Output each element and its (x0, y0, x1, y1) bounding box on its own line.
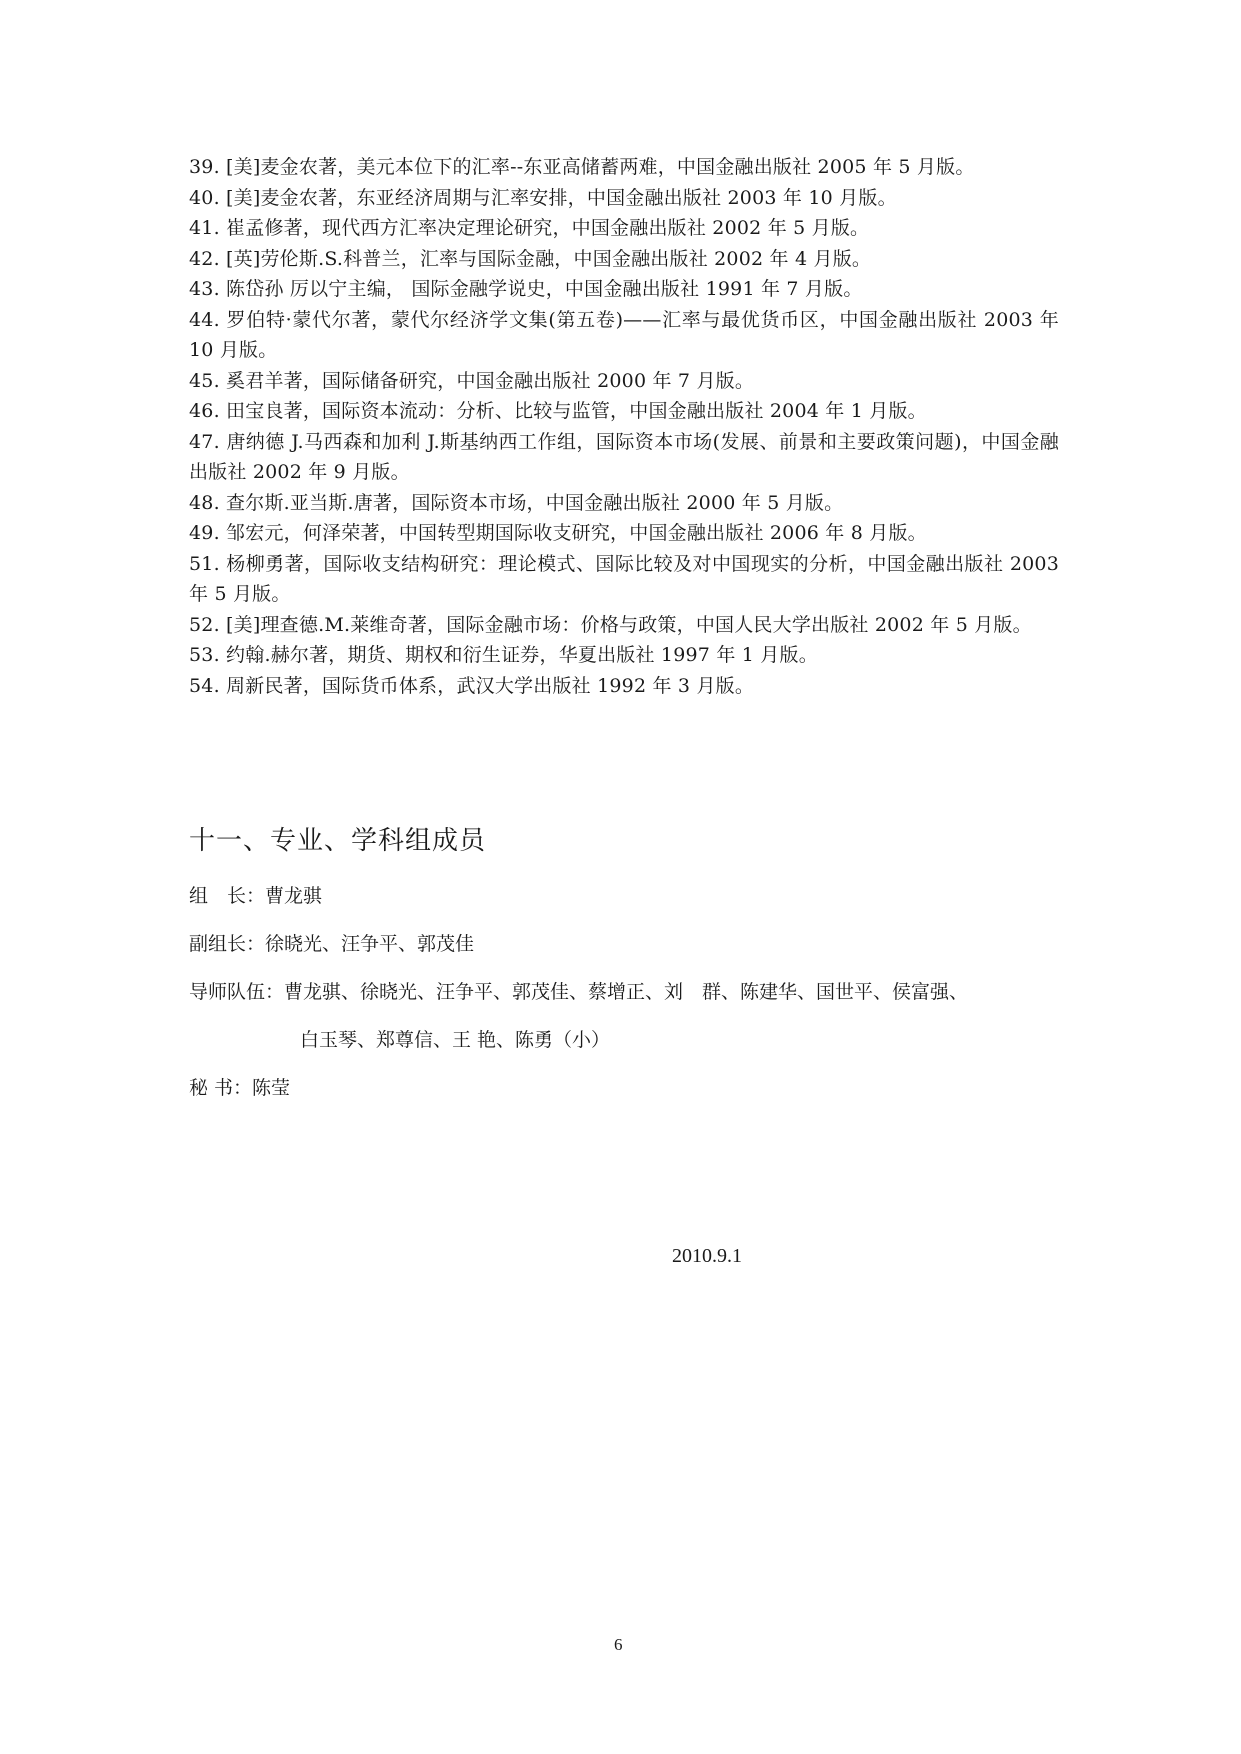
reference-item: 47. 唐纳德 J.马西森和加利 J.斯基纳西工作组，国际资本市场(发展、前景和主要政策问题)，中国金融出版社 2002 年 9 月版。 (189, 430, 1059, 483)
reference-item: 43. 陈岱孙 厉以宁主编， 国际金融学说史，中国金融出版社 1991 年 7 月版。 (189, 278, 863, 300)
secretary: 秘 书：陈莹 (189, 1077, 291, 1099)
page-number: 6 (614, 1635, 623, 1654)
reference-item: 49. 邹宏元，何泽荣著，中国转型期国际收支研究，中国金融出版社 2006 年 8 月版。 (189, 522, 927, 544)
reference-item: 44. 罗伯特·蒙代尔著，蒙代尔经济学文集(第五卷)——汇率与最优货币区，中国金融出版社 2003 年 10 月版。 (189, 308, 1059, 361)
reference-item: 48. 查尔斯.亚当斯.唐著，国际资本市场，中国金融出版社 2000 年 5 月版。 (189, 491, 844, 514)
reference-item: 46. 田宝良著，国际资本流动：分析、比较与监管，中国金融出版社 2004 年 1 月版。 (189, 400, 927, 422)
reference-item: 41. 崔孟修著，现代西方汇率决定理论研究，中国金融出版社 2002 年 5 月版。 (189, 217, 870, 239)
section-heading: 十一、专业、学科组成员 (189, 826, 487, 856)
reference-item: 51. 杨柳勇著，国际收支结构研究：理论模式、国际比较及对中国现实的分析，中国金融出版社 2003 年 5 月版。 (189, 552, 1059, 605)
reference-item: 39. [美]麦金农著，美元本位下的汇率--东亚高储蓄两难，中国金融出版社 2005 年 5 月版。 (189, 156, 975, 178)
reference-item: 52. [美]理查德.M.莱维奇著，国际金融市场：价格与政策，中国人民大学出版社 2002 年 5 月版。 (189, 613, 1032, 636)
reference-item: 40. [美]麦金农著，东亚经济周期与汇率安排，中国金融出版社 2003 年 10 月版。 (189, 186, 897, 209)
deputy-leaders: 副组长：徐晓光、汪争平、郭茂佳 (189, 933, 475, 955)
reference-item: 54. 周新民著，国际货币体系，武汉大学出版社 1992 年 3 月版。 (189, 674, 755, 697)
group-leader: 组 长：曹龙骐 (189, 885, 323, 907)
mentor-team-continued: 白玉琴、郑尊信、王 艳、陈勇（小） (300, 1029, 611, 1051)
reference-item: 45. 奚君羊著，国际储备研究，中国金融出版社 2000 年 7 月版。 (189, 369, 755, 392)
reference-list (189, 152, 1059, 701)
mentor-team: 导师队伍：曹龙骐、徐晓光、汪争平、郭茂佳、蔡增正、刘 群、陈建华、国世平、侯富强、 (189, 981, 969, 1003)
member-list (189, 878, 1089, 1118)
document-date: 2010.9.1 (672, 1245, 742, 1267)
reference-item: 53. 约翰.赫尔著，期货、期权和衍生证券，华夏出版社 1997 年 1 月版。 (189, 644, 818, 666)
reference-item: 42. [英]劳伦斯.S.科普兰，汇率与国际金融，中国金融出版社 2002 年 4 月版。 (189, 247, 872, 270)
